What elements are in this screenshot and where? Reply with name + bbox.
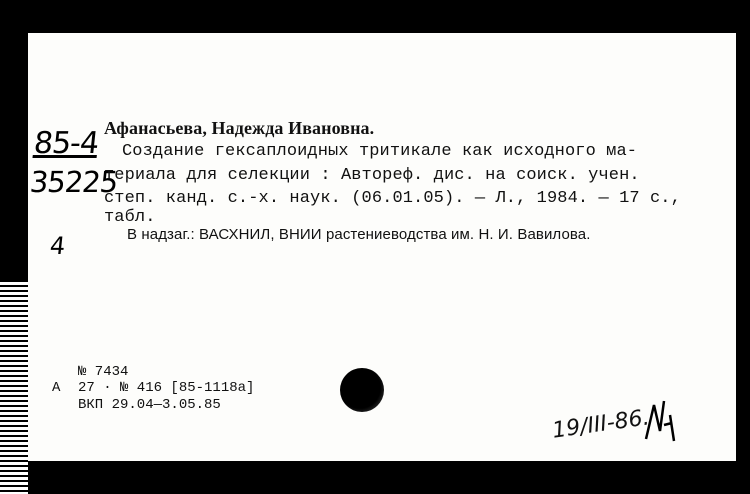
card-author: Афанасьева, Надежда Ивановна. bbox=[104, 118, 375, 138]
card-title-line-2: териала для селекции : Автореф. дис. на соиск. учен. bbox=[104, 166, 640, 185]
card-footer-letter: А bbox=[52, 380, 61, 396]
handwritten-shelf-mark: 85-4 bbox=[32, 126, 100, 161]
scan-right-edge bbox=[736, 0, 750, 494]
card-footer-vkp: ВКП 29.04—3.05.85 bbox=[78, 397, 221, 413]
ink-blot bbox=[340, 368, 384, 412]
card-title-line-1: Создание гексаплоидных тритикале как исходного ма- bbox=[122, 142, 638, 161]
card-title-line-4: табл. bbox=[104, 208, 156, 227]
card-note: В надзаг.: ВАСХНИЛ, ВНИИ растениеводства им. Н. И. Вавилова. bbox=[127, 226, 591, 243]
card-footer-register: 27 · № 416 [85-1118а] bbox=[78, 380, 255, 396]
scan-bottom-edge bbox=[28, 461, 750, 494]
card-torn-edge bbox=[0, 280, 28, 494]
handwritten-mark: 4 bbox=[48, 232, 66, 260]
card-footer-number: № 7434 bbox=[78, 364, 129, 380]
handwritten-signature-mark bbox=[640, 395, 678, 445]
card-title-line-3: степ. канд. с.-х. наук. (06.01.05). — Л., 1984. — 17 с., bbox=[104, 189, 681, 208]
handwritten-date: 19/III-86. bbox=[550, 405, 652, 444]
handwritten-inventory-number: 35225 bbox=[28, 165, 120, 199]
